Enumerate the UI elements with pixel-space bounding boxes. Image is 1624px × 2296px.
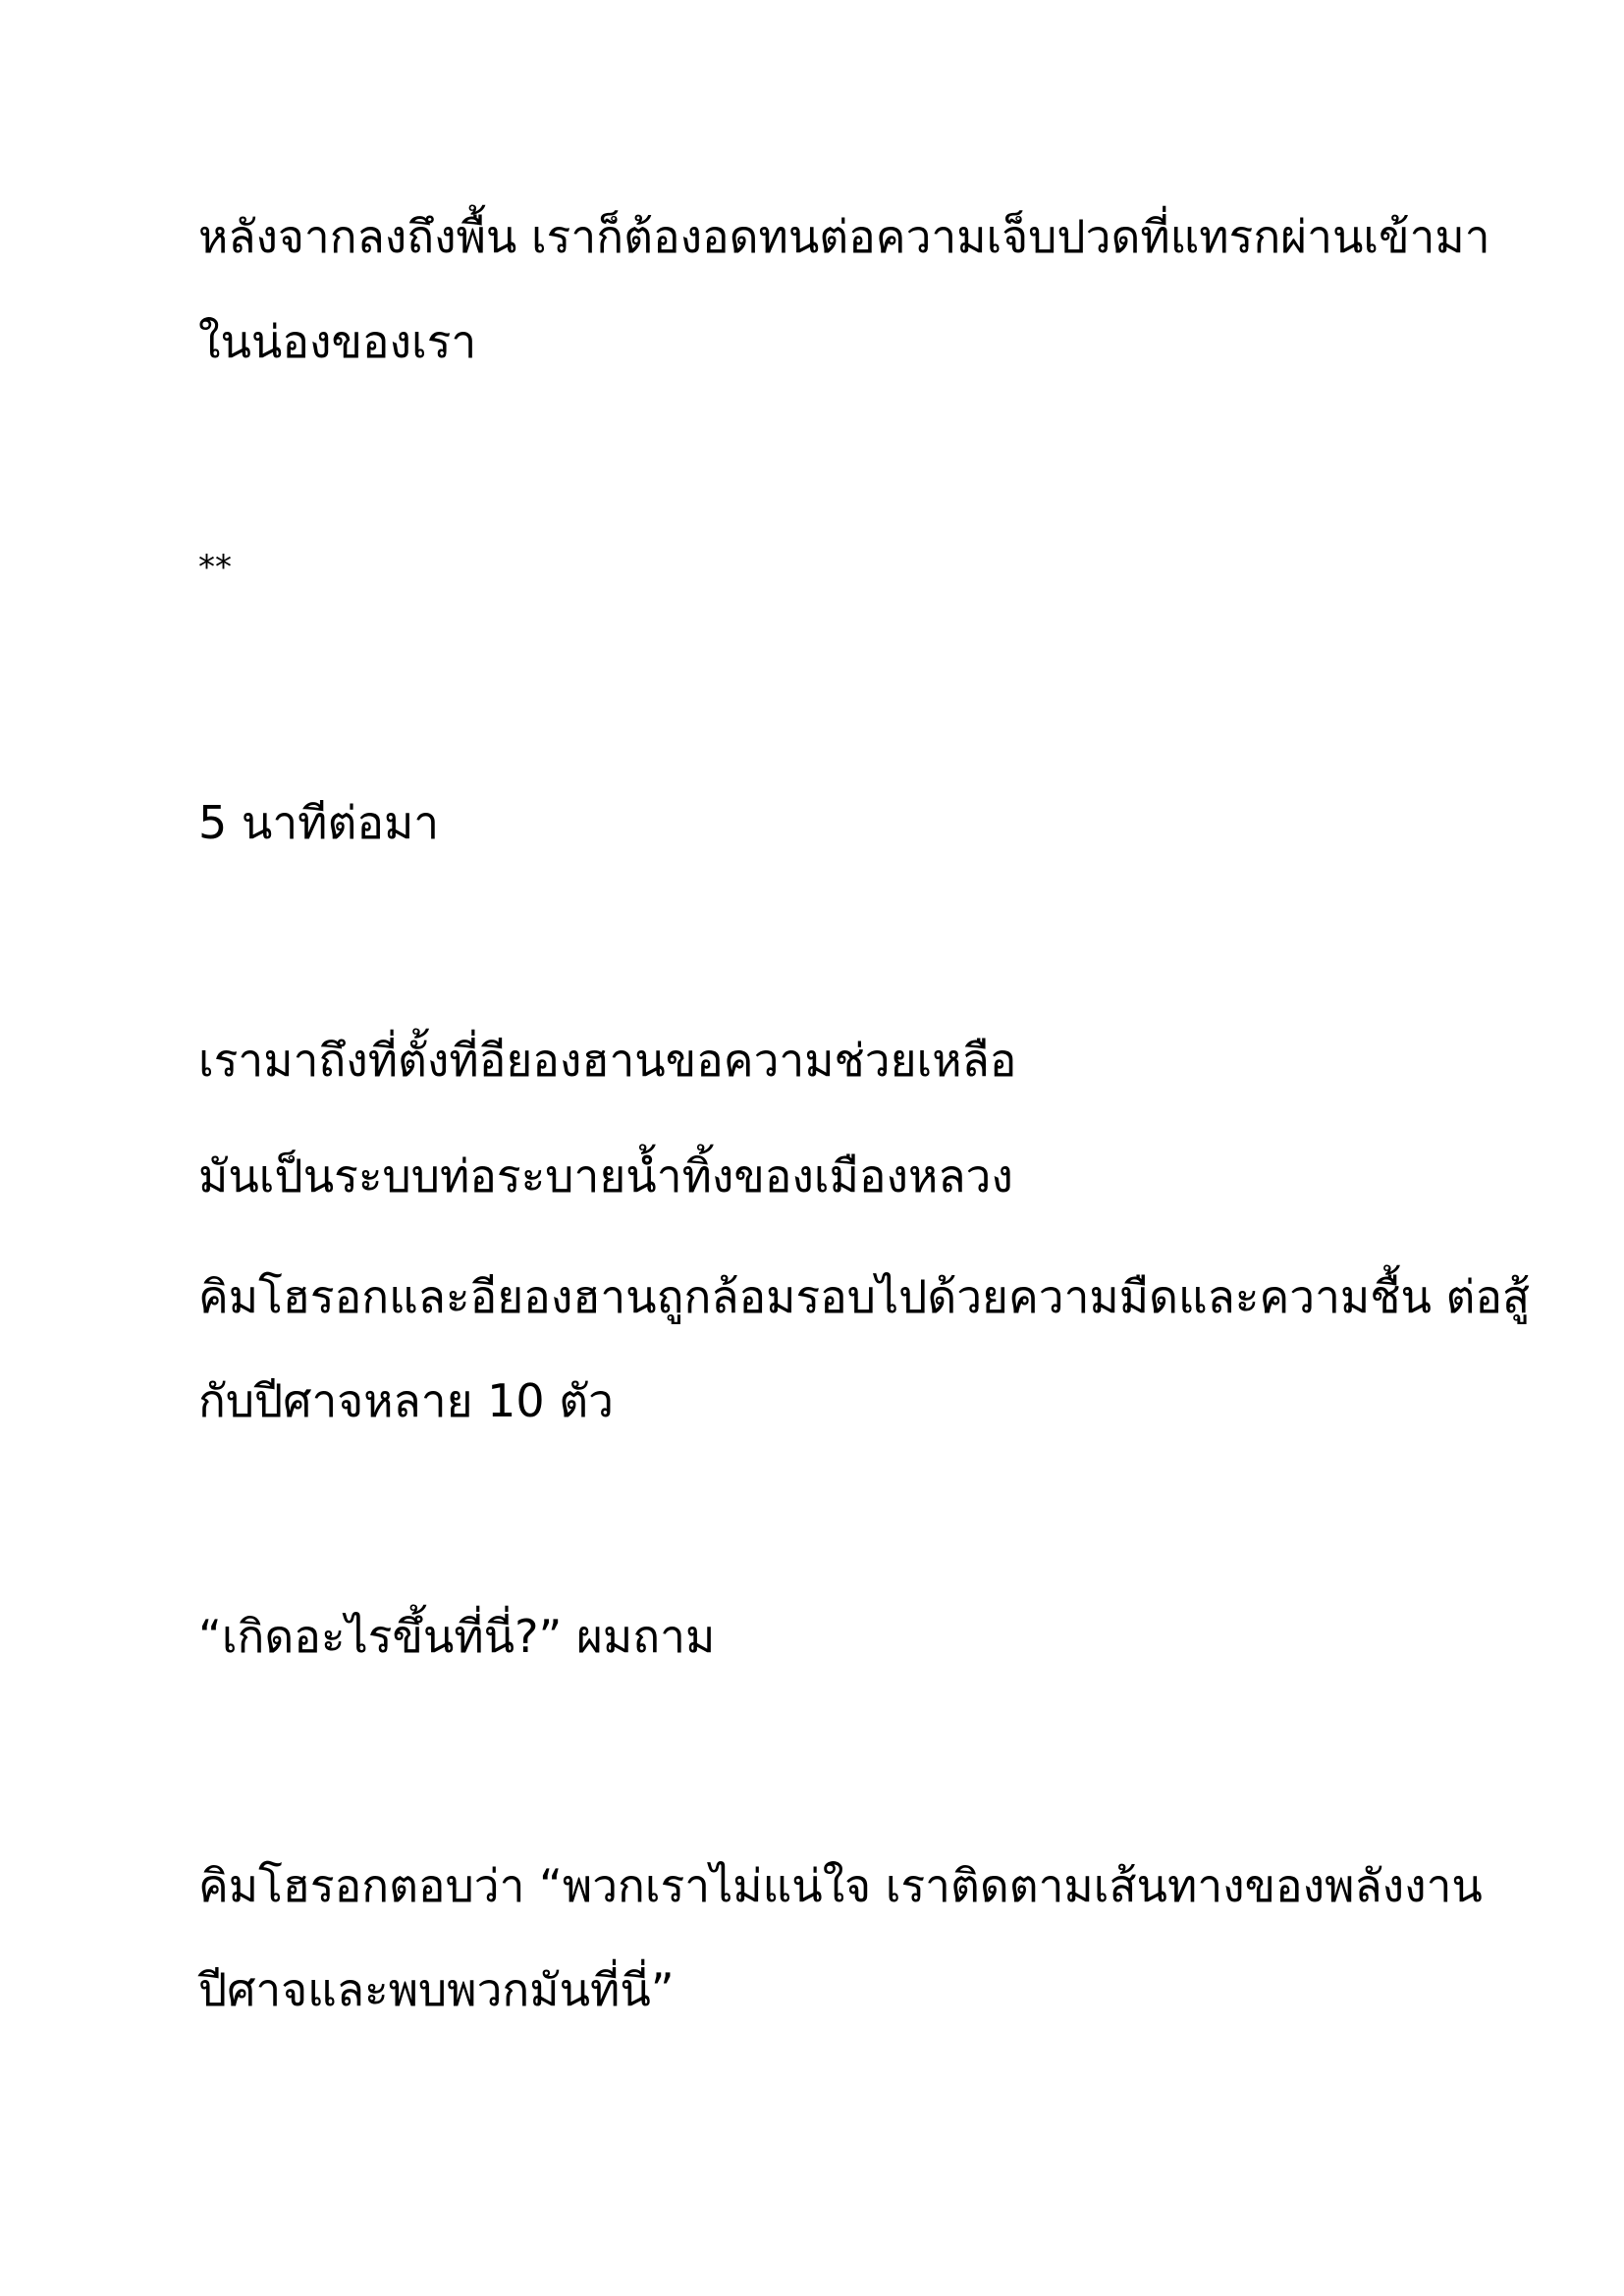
scene-break: **: [198, 548, 232, 587]
paragraph-line-5: คิมโฮรอกและอียองฮานถูกล้อมรอบไปด้วยความมืดและความชื้น ต่อสู้: [198, 1270, 1531, 1323]
paragraph-line-2: ในน่องของเรา: [198, 315, 477, 368]
time-skip-line: 5 นาทีต่อมา: [198, 796, 440, 849]
dialogue-line-1: “เกิดอะไรขึ้นที่นี่?” ผมถาม: [198, 1610, 716, 1663]
paragraph-line-6: กับปีศาจหลาย 10 ตัว: [198, 1374, 615, 1427]
paragraph-line-3: เรามาถึงที่ตั้งที่อียองฮานขอความช่วยเหลือ: [198, 1034, 1017, 1087]
dialogue-line-2: คิมโฮรอกตอบว่า “พวกเราไม่แน่ใจ เราติดตามเส้นทางของพลังงาน: [198, 1859, 1483, 1912]
paragraph-line-1: หลังจากลงถึงพื้น เราก็ต้องอดทนต่อความเจ็บปวดที่แทรกผ่านเข้ามา: [198, 210, 1490, 263]
dialogue-line-3: ปีศาจและพบพวกมันที่นี่”: [198, 1963, 675, 2016]
paragraph-line-4: มันเป็นระบบท่อระบายน้ำทิ้งของเมืองหลวง: [198, 1149, 1013, 1202]
